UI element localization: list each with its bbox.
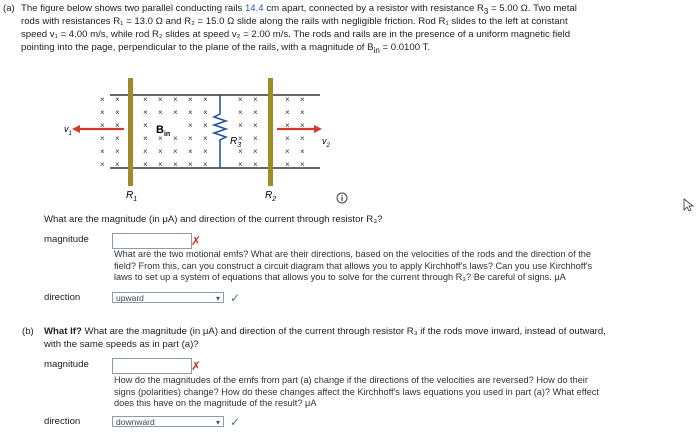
field-x-mark: × [203, 121, 208, 130]
rod-r2 [268, 78, 273, 186]
rod-r1 [128, 78, 133, 186]
field-x-mark: × [300, 147, 305, 156]
v2-label: $v_2$ [322, 136, 330, 149]
field-x-mark: × [203, 95, 208, 104]
field-x-mark: × [253, 160, 258, 169]
field-x-mark: × [158, 160, 163, 169]
field-label: $B_{in}$ [156, 124, 171, 138]
part-a-magnitude-label: magnitude [44, 234, 89, 245]
field-x-mark: × [188, 108, 193, 117]
field-x-mark: × [253, 147, 258, 156]
field-x-mark: × [143, 147, 148, 156]
part-b-hint: How do the magnitudes of the emfs from part (a) change if the directions of the velocities are reversed? How do their signs (polarities) change? How do these changes affect the Kirchhoff's laws equations you used in part (a)? What effect does this have on the magnitude of the result? μA [114, 375, 599, 408]
field-x-mark: × [115, 108, 120, 117]
cursor-icon [682, 198, 694, 212]
selected-value: upward [116, 293, 144, 303]
part-a-hint: What are the two motional emfs? What are their directions, based on the velocities of the rods and the direction of the field? From this, can you construct a circuit diagram that allows you to apply Kirchhoff's laws? Can you use Kirchhoff's laws to set up a system of equations that allows you to solve for the current through R₃? Be careful of signs. μA [114, 249, 593, 282]
field-x-mark: × [158, 134, 163, 143]
part-a-intro-line2: rods with resistances R₁ = 13.0 Ω and R₂ = 15.0 Ω slide along the rails with negligible friction. Rod R₁ slides to the left at constant [21, 16, 568, 27]
field-x-mark: × [143, 160, 148, 169]
field-x-mark: × [188, 121, 193, 130]
field-x-mark: × [285, 160, 290, 169]
field-x-mark: × [115, 134, 120, 143]
field-x-mark: × [300, 134, 305, 143]
field-x-mark: × [188, 160, 193, 169]
resistor-r3 [214, 95, 226, 168]
field-x-mark: × [285, 121, 290, 130]
field-x-mark: × [100, 108, 105, 117]
field-x-mark: × [238, 160, 243, 169]
field-x-mark: × [115, 147, 120, 156]
field-x-mark: × [115, 95, 120, 104]
field-x-mark: × [158, 95, 163, 104]
field-x-mark: × [173, 134, 178, 143]
field-x-mark: × [173, 95, 178, 104]
field-x-mark: × [238, 95, 243, 104]
what-if-label: What If? [44, 326, 82, 337]
field-x-mark: × [188, 95, 193, 104]
part-a-label: (a) [3, 3, 15, 14]
r3-subscript: 3 [483, 6, 489, 16]
chevron-down-icon: ▾ [215, 294, 220, 303]
field-x-mark: × [158, 108, 163, 117]
intro-text-2: cm apart, connected by a resistor with resistance R [263, 3, 484, 14]
field-x-mark: × [173, 160, 178, 169]
field-x-mark: × [100, 147, 105, 156]
part-a-direction-label: direction [44, 292, 81, 303]
rails-figure [60, 70, 350, 205]
wrong-mark-icon: ✗ [191, 359, 202, 373]
field-x-mark: × [203, 147, 208, 156]
field-x-mark: × [203, 160, 208, 169]
part-b-magnitude-label: magnitude [44, 359, 89, 370]
field-x-mark: × [115, 121, 120, 130]
part-b-question-line1 [44, 326, 606, 338]
velocity-arrowhead-v2 [314, 125, 322, 133]
part-a-magnitude-input[interactable] [112, 233, 192, 249]
part-a-intro-line3: speed v₁ = 4.00 m/s, while rod R₂ slides at speed v₂ = 2.00 m/s. The rods and rails are in the presence of a uniform magnetic field [21, 29, 571, 40]
part-a-question: What are the magnitude (in μA) and direction of the current through resistor R₃? [44, 214, 383, 225]
info-icon[interactable] [336, 192, 348, 204]
field-x-mark: × [115, 160, 120, 169]
field-x-mark: × [100, 95, 105, 104]
field-x-mark: × [285, 134, 290, 143]
check-mark-icon: ✓ [230, 415, 241, 429]
field-x-mark: × [100, 134, 105, 143]
field-x-mark: × [173, 147, 178, 156]
field-x-mark: × [300, 160, 305, 169]
selected-value: downward [116, 417, 155, 427]
field-x-mark: × [253, 121, 258, 130]
field-x-mark: × [253, 95, 258, 104]
chevron-down-icon: ▾ [215, 418, 220, 427]
field-x-mark: × [203, 108, 208, 117]
field-x-mark: × [100, 121, 105, 130]
field-x-mark: × [253, 108, 258, 117]
part-b-direction-select[interactable] [112, 416, 224, 427]
field-x-mark: × [285, 95, 290, 104]
field-x-mark: × [143, 134, 148, 143]
part-b-magnitude-input[interactable] [112, 358, 192, 374]
field-x-mark: × [300, 121, 305, 130]
field-x-mark: × [143, 95, 148, 104]
intro-text-3: = 5.00 Ω. Two metal [488, 3, 577, 14]
field-x-mark: × [143, 108, 148, 117]
part-b-question-text: What are the magnitude (in μA) and direction of the current through resistor R₃ if the rods move inward, instead of outward, [81, 326, 606, 337]
field-x-mark: × [300, 108, 305, 117]
field-x-mark: × [285, 147, 290, 156]
field-x-mark: × [238, 147, 243, 156]
field-x-mark: × [188, 134, 193, 143]
field-x-mark: × [238, 108, 243, 117]
field-x-mark: × [100, 160, 105, 169]
part-a-intro-line4 [21, 42, 430, 57]
field-x-mark: × [203, 134, 208, 143]
field-x-mark: × [143, 121, 148, 130]
r2-label: $R_2$ [265, 190, 277, 203]
part-b-label: (b) [22, 326, 34, 337]
intro-text-4b: = 0.0100 T. [379, 42, 431, 53]
check-mark-icon: ✓ [230, 291, 241, 305]
r3-label: $R_3$ [230, 136, 242, 149]
velocity-arrowhead-v1 [72, 125, 80, 133]
v1-label: $v_1$ [64, 124, 72, 137]
field-x-mark: × [285, 108, 290, 117]
field-x-mark: × [253, 134, 258, 143]
field-x-mark: × [158, 147, 163, 156]
field-x-mark: × [173, 108, 178, 117]
intro-text-4: pointing into the page, perpendicular to the plane of the rails, with a magnitude of B [21, 42, 374, 53]
part-b-direction-label: direction [44, 416, 81, 427]
wrong-mark-icon: ✗ [191, 234, 202, 248]
rail-spacing-value: 14.4 [244, 3, 264, 14]
field-x-mark: × [300, 95, 305, 104]
field-x-mark: × [238, 134, 243, 143]
intro-text: The figure below shows two parallel conducting rails [21, 3, 245, 14]
part-a-direction-select[interactable] [112, 292, 224, 303]
r1-label: $R_1$ [126, 190, 138, 203]
part-b-question-line2: with the same speeds as in part (a)? [44, 339, 199, 350]
field-x-mark: × [188, 147, 193, 156]
b-subscript: in [373, 45, 380, 55]
field-x-mark: × [238, 121, 243, 130]
